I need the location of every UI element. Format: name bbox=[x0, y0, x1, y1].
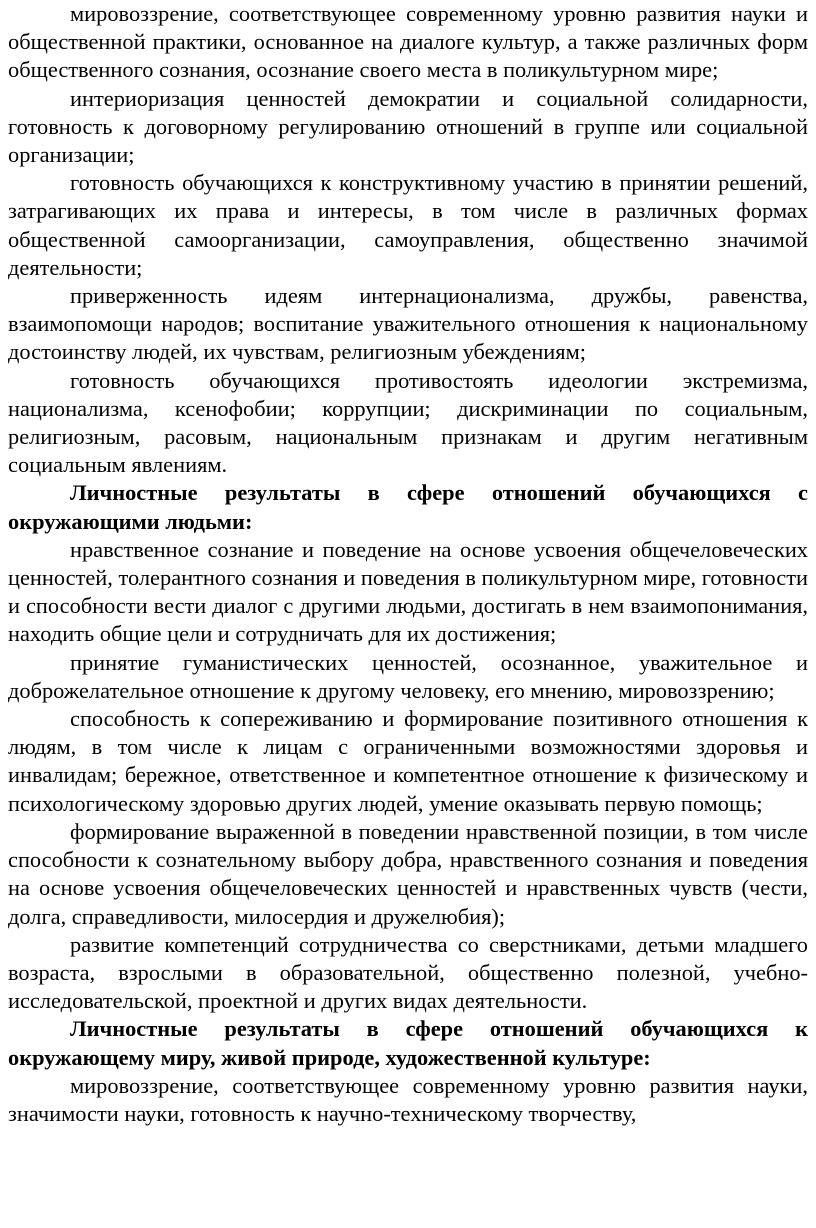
paragraph-worldview: мировоззрение, соответствующее современному уровню развития науки и общественной практики, основанное на диалоге культур, а также различных форм общественного сознания, осознание своего места в поликультурном мире; bbox=[8, 1, 808, 83]
paragraph-moral-consciousness: нравственное сознание и поведение на основе усвоения общечеловеческих ценностей, толерантного сознания и поведения в поликультурном мире, готовности и способности вести диалог с другими людьми, достигать в нем взаимопонимания, находить общие цели и сотрудничать для их достижения; bbox=[8, 536, 808, 647]
paragraph-counter-extremism: готовность обучающихся противостоять идеологии экстремизма, национализма, ксенофобии; коррупции; дискриминации по социальным, религиозным, расовым, национальным признакам и другим негативным социальным явлениям. bbox=[8, 367, 808, 478]
section-heading-people: Личностные результаты в сфере отношений обучающихся с окружающими людьми: bbox=[8, 480, 808, 534]
paragraph-internationalism: приверженность идеям интернационализма, дружбы, равенства, взаимопомощи народов; воспитание уважительного отношения к национальному достоинству людей, их чувствам, религиозным убеждениям; bbox=[8, 283, 808, 365]
paragraph-democracy-values: интериоризация ценностей демократии и социальной солидарности, готовность к договорному регулированию отношений в группе или социальной организации; bbox=[8, 85, 808, 168]
paragraph-constructive-participation: готовность обучающихся к конструктивному участию в принятии решений, затрагивающих их права и интересы, в том числе в различных формах общественной самоорганизации, самоуправления, общественно значимой деятельности; bbox=[8, 170, 808, 280]
paragraph-cooperation: развитие компетенций сотрудничества со сверстниками, детьми младшего возраста, взрослыми в образовательной, общественно полезной, учебно-исследовательской, проектной и других видах деятельности. bbox=[8, 931, 808, 1014]
document-page bbox=[8, 0, 808, 1128]
paragraph-empathy: способность к сопереживанию и формирование позитивного отношения к людям, в том числе к лицам с ограниченными возможностями здоровья и инвалидам; бережное, ответственное и компетентное отношение к физическому и психологическому здоровью других людей, умение оказывать первую помощь; bbox=[8, 706, 808, 816]
paragraph-moral-position: формирование выраженной в поведении нравственной позиции, в том числе способности к сознательному выбору добра, нравственного сознания и поведения на основе усвоения общечеловеческих ценностей и нравственных чувств (чести, долга, справедливости, милосердия и дружелюбия); bbox=[8, 818, 808, 929]
section-heading-world-nature-culture: Личностные результаты в сфере отношений обучающихся к окружающему миру, живой природе, художественной культуре: bbox=[8, 1016, 808, 1070]
paragraph-humanistic-values: принятие гуманистических ценностей, осознанное, уважительное и доброжелательное отношение к другому человеку, его мнению, мировоззрению; bbox=[8, 649, 808, 703]
paragraph-science-worldview: мировоззрение, соответствующее современному уровню развития науки, значимости науки, готовность к научно-техническому творчеству, bbox=[8, 1072, 808, 1126]
